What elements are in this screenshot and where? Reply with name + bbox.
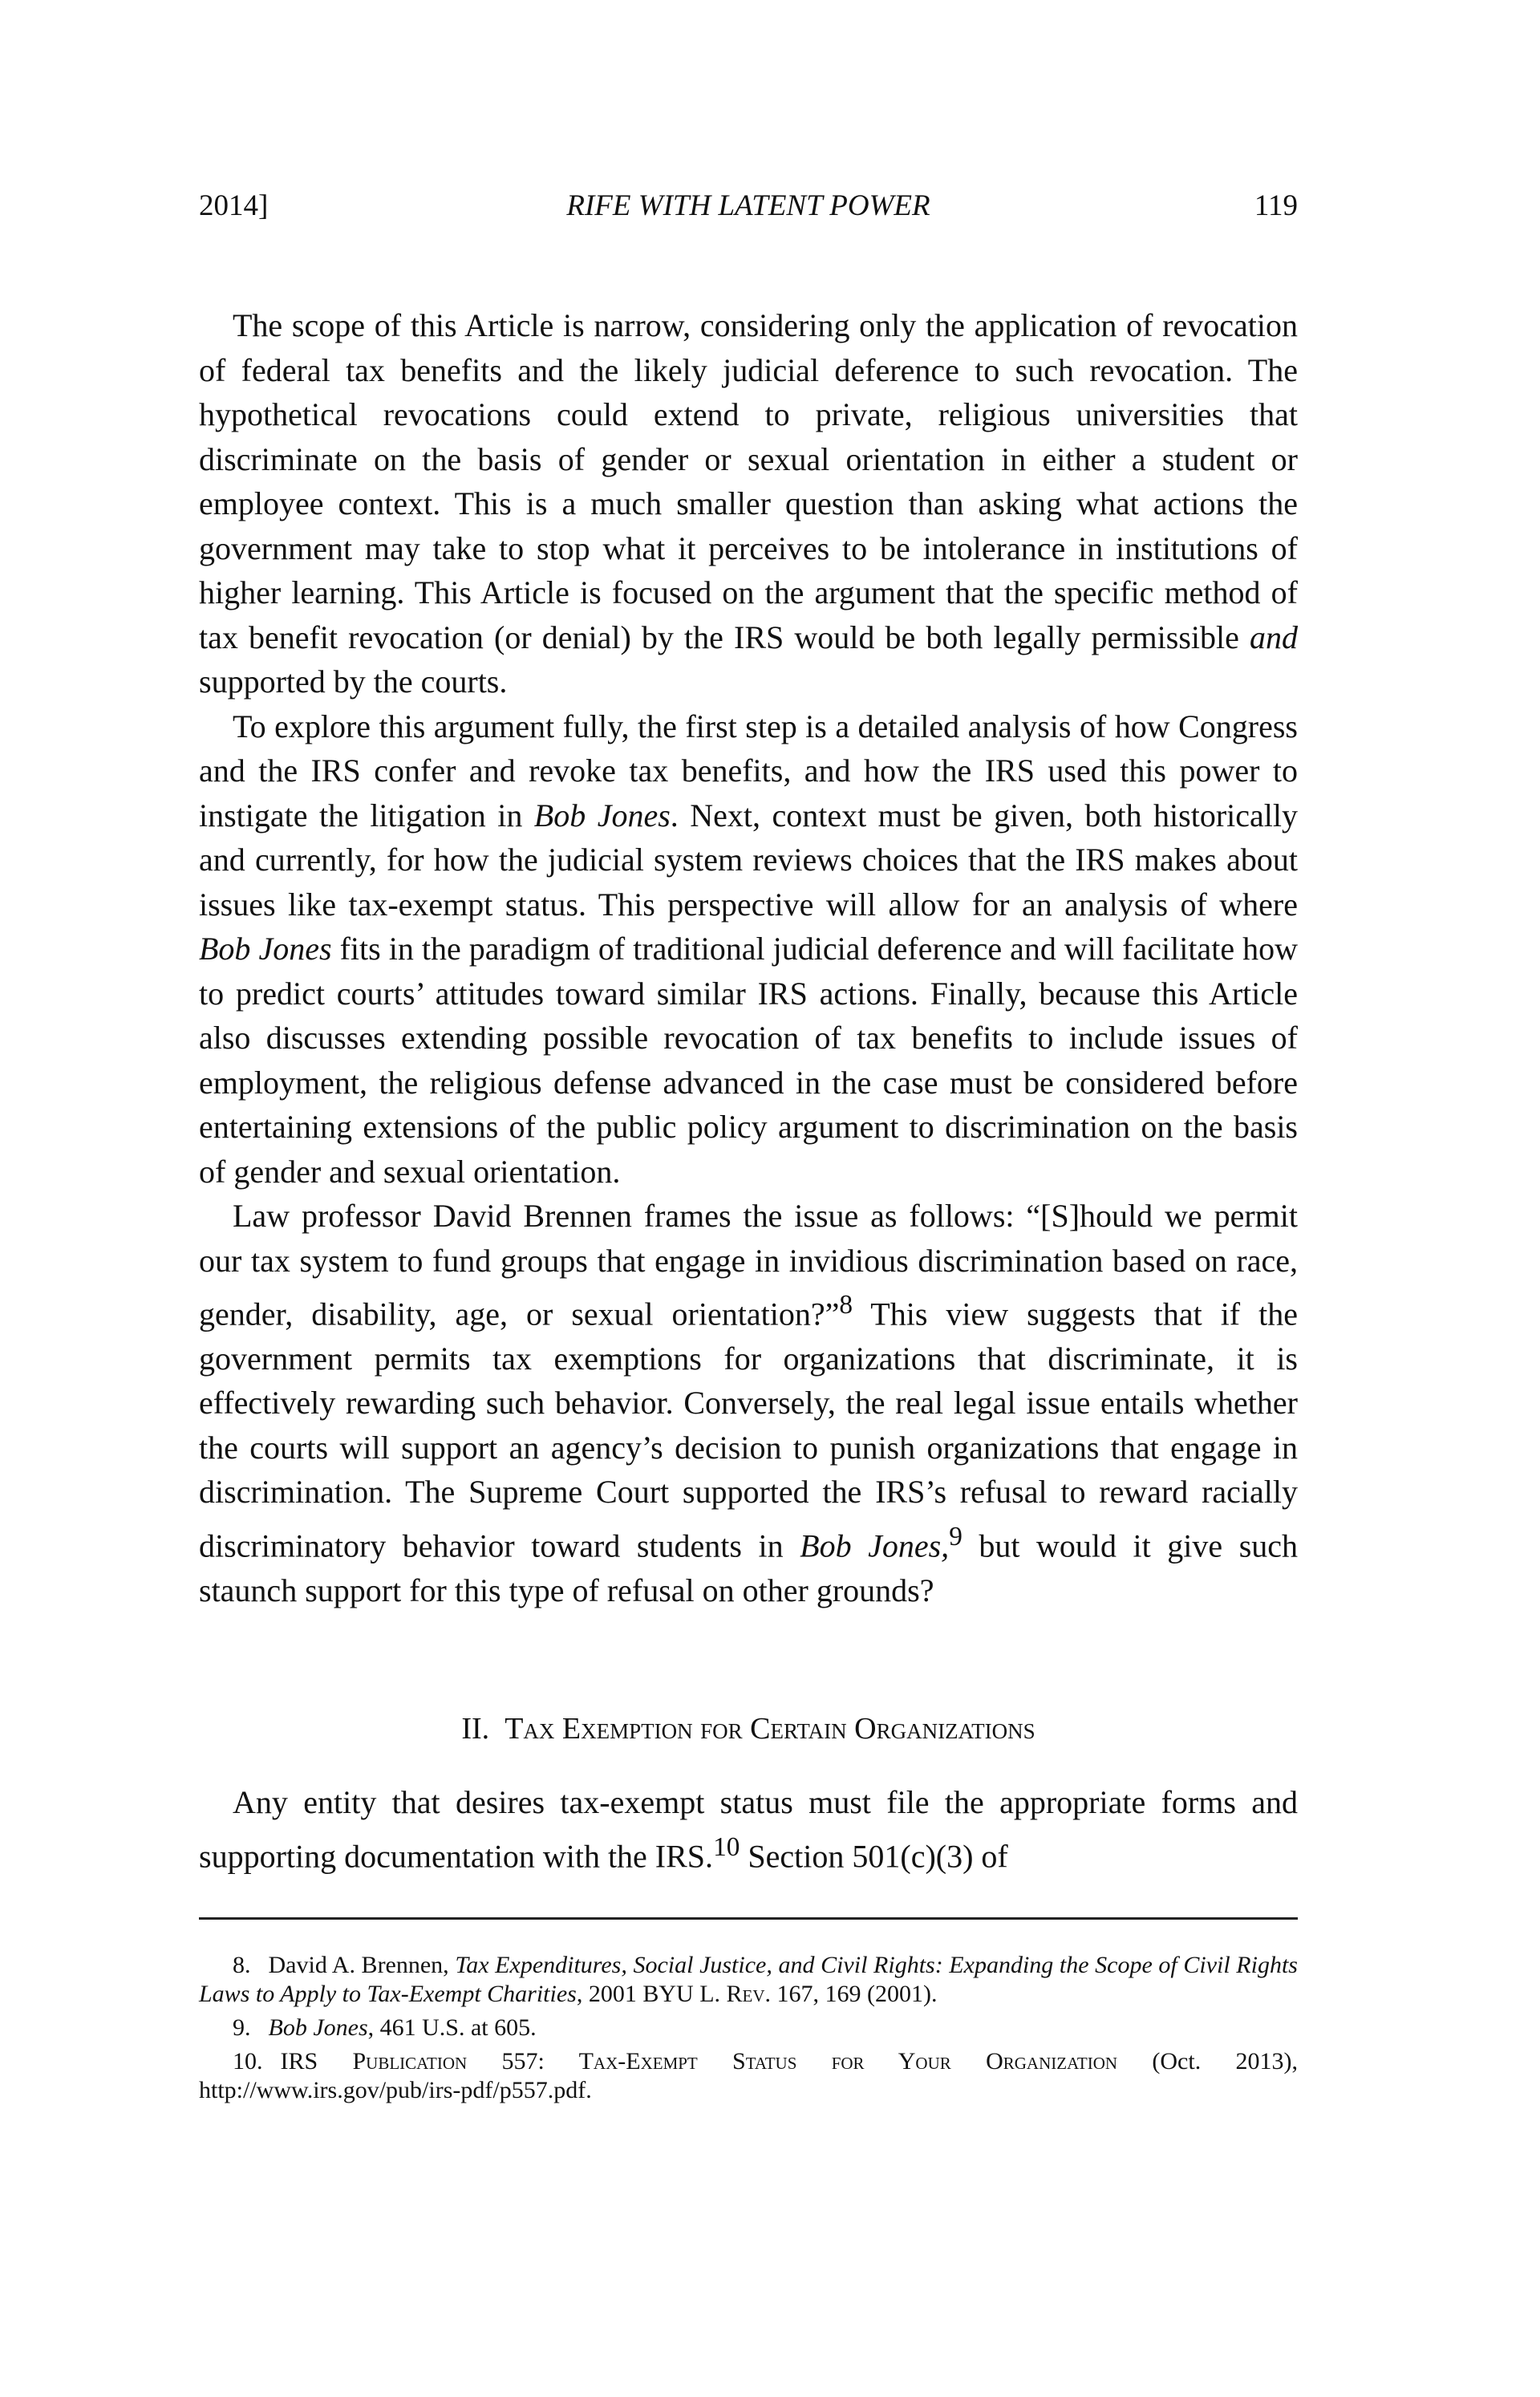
- footnote-ref-9[interactable]: 9: [949, 1521, 962, 1551]
- running-header: [199, 186, 1298, 226]
- paragraph-tax-exempt: Any entity that desires tax-exempt status must file the appropriate forms and supporting documentation with the IRS.$^{10}$ Section 501(c)(3) of: [199, 1784, 1298, 1874]
- footnote-8: 8. David A. Brennen, Tax Expenditures, Social Justice, and Civil Rights: Expanding the Scope of Civil Rights Laws to Apply to Tax-Exempt Charities, 2001 BYU L. Rev. 167, 169 (2001).: [199, 1952, 1298, 2007]
- article-body: [199, 303, 1298, 1612]
- paragraph-brennen: Law professor David Brennen frames the issue as follows: “[S]hould we permit our tax system to fund groups that engage in invidious discrimination based on race, gender, disability, age, or sexual orientation?”$^8$ This view suggests that if the government permits tax exemptions for organizations that discriminate, it is effectively rewarding such behavior. Conversely, the real legal issue entails whether the courts will support an agency’s decision to punish organizations that engage in discrimination. The Supreme Court supported the IRS’s refusal to reward racially discriminatory behavior toward students in Bob Jones,$^9$ but would it give such staunch support for this type of refusal on other grounds?: [199, 1198, 1299, 1608]
- footnote-ref-10[interactable]: 10: [713, 1831, 740, 1862]
- header-year: 2014]: [199, 189, 269, 222]
- footnote-9: 9. Bob Jones, 461 U.S. at 605.: [233, 2014, 537, 2041]
- running-title: RIFE WITH LATENT POWER: [566, 189, 930, 222]
- paragraph-explore: To explore this argument fully, the first step is a detailed analysis of how Congress and the IRS confer and revoke tax benefits, and how the IRS used this power to instigate the litigation in Bob Jones. Next, context must be given, both historically and currently, for how the judicial system reviews choices that the IRS makes about issues like tax-exempt status. This perspective will allow for an analysis of where Bob Jones fits in the paradigm of traditional judicial deference and will facilitate how to predict courts’ attitudes toward similar IRS actions. Finally, because this Article also discusses extending possible revocation of tax benefits to include issues of employment, the religious defense advanced in the case must be considered before entertaining extensions of the public policy argument to discrimination on the basis of gender and sexual orientation.: [199, 708, 1298, 1190]
- article-body-continued: [199, 1780, 1298, 1878]
- footnote-divider: [199, 1917, 1298, 1920]
- page-number: 119: [1254, 189, 1298, 222]
- footnote-link[interactable]: (Oct. 2013), http://www.irs.gov/pub/irs-pdf/p557.pdf.: [199, 2048, 1299, 2103]
- footnotes: [199, 1951, 1298, 2110]
- footnote-10: 10. IRS Publication 557: Tax-Exempt Status for Your Organization (Oct. 2013), http://www.irs.gov/pub/irs-pdf/p557.pdf.: [199, 2048, 1299, 2103]
- paragraph-scope: The scope of this Article is narrow, considering only the application of revocation of federal tax benefits and the likely judicial deference to such revocation. The hypothetical revocations could extend to private, religious universities that discriminate on the basis of gender or sexual orientation in either a student or employee context. This is a much smaller question than asking what actions the government may take to stop what it perceives to be intolerance in institutions of higher learning. This Article is focused on the argument that the specific method of tax benefit revocation (or denial) by the IRS would be both legally permissible and supported by the courts.: [199, 307, 1299, 700]
- section-heading: II. Tax Exemption for Certain Organizations: [461, 1712, 1035, 1746]
- footnote-ref-8[interactable]: 8: [839, 1290, 853, 1320]
